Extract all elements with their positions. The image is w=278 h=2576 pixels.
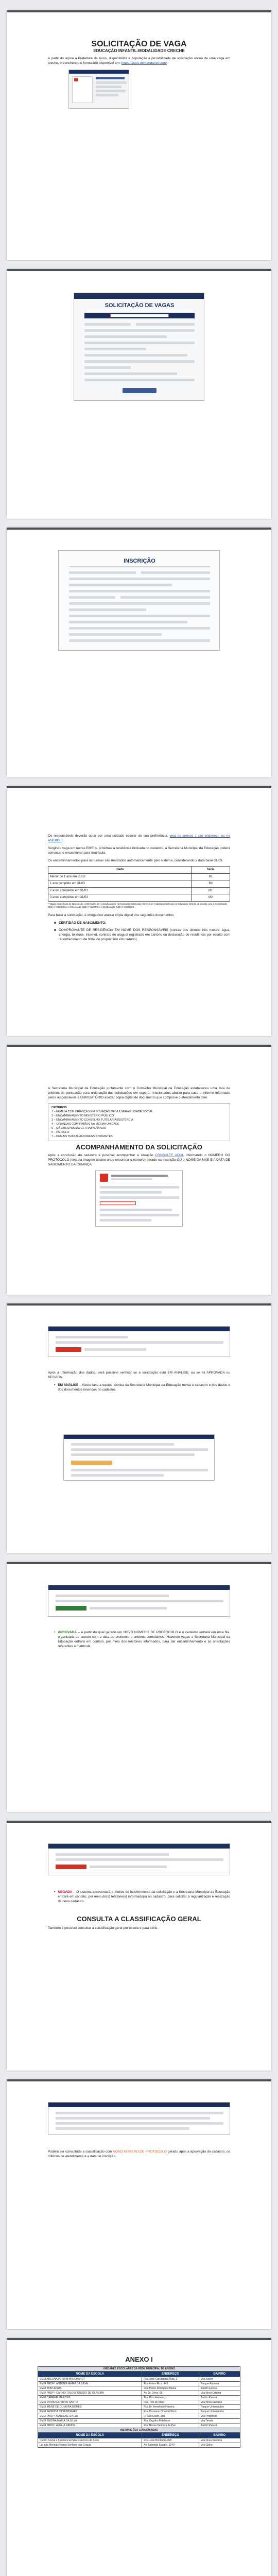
paragraph-preference: Os responsáveis deverão optar por uma unidade escolar de sua preferência, veja os anexos 1 (ao endereço, ou no ANEXO I).	[48, 834, 230, 842]
document-page-3	[7, 528, 271, 777]
paragraph-ranking: Também é possível consultar a classificação geral por escola e para série.	[48, 1926, 159, 1930]
screenshot-calendar	[68, 70, 129, 109]
section-title: ACOMPANHAMENTO DA SOLICITAÇÃO	[76, 1143, 202, 1151]
screenshot-approved-status	[48, 1585, 230, 1617]
document-page-9	[7, 2079, 271, 2329]
table-footnote: * Vagas específicas de tipo só são confirmadas em consulta online (período pós-matrícula). Deverá ser realizada matrícula na Educação Infantil, de acordo com a Deliberação CEE nº 189/2019 e a Resolução CNE nº 05/2009 e a Deliberação CEE nº 216/2023.	[48, 902, 228, 908]
table-header: BAIRRO	[199, 2433, 240, 2438]
list-item: • NEGADA – O sistema apresentará o motivo do indeferimento da solicitação e a Secretaria Municipal da Educação entrará em contato, por meio do(s) telefone(s) informado(s) no cadastro, para solicitar a regularização e realização de novo cadastro.	[54, 1890, 230, 1903]
list-item: 7 – DEMAIS TRABALHADORES/ESTUDANTES	[51, 1135, 113, 1138]
consult-here-link[interactable]: CONSULTE AQUI	[155, 1153, 183, 1157]
form-title: SOLICITAÇÃO DE VAGAS	[105, 302, 175, 309]
document-page-1	[7, 10, 271, 260]
table-row: Centro Social e Assistencial São Francisco de Assis Rua José Bonifácio, 820 Vila Nova Santana	[38, 2438, 240, 2443]
screenshot-ranking-list	[48, 2102, 230, 2135]
list-item: ■ CERTIDÃO DE NASCIMENTO;	[54, 921, 107, 925]
table-row: Lar das Meninas Nossa Senhora das Graças Av. Salomão Sauglio, 1140 Vila Glória	[38, 2443, 240, 2448]
form-title: INSCRIÇÃO	[124, 558, 155, 564]
table-header: ENDEREÇO	[142, 2433, 199, 2438]
document-page-2	[7, 269, 271, 519]
table-row: 2 anos completos em 31/03 M1	[48, 887, 230, 894]
table-row: EMEI PROFª. ADÉLIA RAMOS Rua Nossa Senhora da Paz Jardim Paraná	[38, 2424, 240, 2428]
list-item: 5 – MÃE/RESPONSÁVEL TRABALHANDO	[51, 1127, 107, 1130]
table-row: EMEI ADELINA PETRINI BRUCHARDT Rua José Carrascosa Ruiz, 1 Vila Xavier	[38, 2377, 240, 2382]
bullet-icon: •	[54, 1890, 56, 1894]
paragraph-status: Após a informação dos dados, será possível verificar se a solicitação está EM ANÁLISE, ou se foi APROVADA ou NEGADA.	[48, 1371, 230, 1379]
screenshot-analysis-status	[63, 1434, 215, 1481]
list-item: • EM ANÁLISE – Neste fase a equipe técnica da Secretaria Municipal da Educação revisa o cadastro e dos dados e dos documentos inseridos no cadastro.	[54, 1383, 230, 1392]
list-item: • APROVADA – A partir do qual gerado um NOVO NÚMERO DE PROTOCOLO e o cadastro entrará em uma fila, organizada de acordo com a data do protocolo e critérios cumulativos. Havendo vagas a Secretaria Municipal da Educação entrará em contato, por meio dos telefones informados, para dar encaminhamento e as orientações referentes a matrícula.	[54, 1631, 230, 1648]
bullet-icon: ■	[54, 928, 56, 932]
table-row: EMEI DIVINO ESPÍRITO SANTO Rua Três de Maio Vila Nova Santana	[38, 2400, 240, 2405]
criteria-list: CRITÉRIOS 1 – FAMÍLIA COM CRIANÇAS EM SITUAÇÃO DE VULNERABILIDADE SOCIAL 2 – ENCAMINHAMENTO MINISTÉRIO PÚBLICO 3 – ENCAMINHAMENTO CONSELHO TUTELAR/ASSISTÊNCIA 4 – CRIANÇAS COM IRMÃOS NA MESMA UNIDADE 5 – MÃE/RESPONSÁVEL TRABALHANDO 6 – PAI SOLO 7 – DEMAIS TRABALHADORES/ESTUDANTES	[48, 1103, 230, 1141]
bullet-icon: ■	[54, 921, 56, 925]
annex-link[interactable]: veja os anexos 1 (ao endereço, ou no ANEXO I	[48, 834, 230, 842]
schools-table	[38, 2366, 240, 2448]
screenshot-registration-form	[58, 550, 220, 651]
bullet-icon: •	[54, 1631, 56, 1634]
document-page-8	[7, 1821, 271, 2071]
table-row: EMEI PROFª. ANTONIA MARIA DA SILVA Rua Anisio Rizzi, 445 Parque Fabiana	[38, 2382, 240, 2386]
screenshot-denied-status	[48, 1843, 230, 1875]
table-row: Menor de 1 ano em 31/03 B1	[48, 873, 230, 880]
list-item: 4 – CRIANÇAS COM IRMÃOS NA MESMA UNIDADE	[51, 1123, 119, 1126]
paragraph-other-emei: Surgindo vaga em outras EMEI's, próximas a residência indicada no cadastro, a Secretaria Municipal da Educação poderá convocar o encaminhar para matrícula.	[48, 846, 230, 855]
document-page-10	[7, 2338, 271, 2576]
paragraph-protocol: Poderá ser consultada a classificação com NOVO NÚMERO DE PROTOCOLO gerado após a aprovação do cadastro, os critérios de atendimento e a data de inscrição.	[48, 2150, 230, 2158]
page-subtitle: EDUCAÇÃO INFANTIL-MODALIDADE CRECHE	[93, 48, 185, 53]
table-title: UNIDADES ESCOLARES DA REDE MUNICIPAL DE ENSINO	[38, 2367, 240, 2371]
table-row: 1 ano completo em 31/03 B2	[48, 880, 230, 888]
table-row: EMEI PROFª. CARMO TOLOSI TOLEDO DE OLIVEIRA Av. Dr. Dória, 85 Vila Nova Cristina	[38, 2391, 240, 2396]
paragraph-criteria: A Secretaria Municipal da Educação juntamente com o Conselho Municipal da Educação estabeleceu uma lista de critérios de pontuação para ordenação das solicitações em espera, relacionados abaixo para caso o informe informado pelos responsáveis e OBRIGATÓRIO anexar cópia digital de documento que comprove o atendimento dele.	[48, 1087, 230, 1099]
age-series-table	[48, 866, 230, 902]
annex-title: ANEXO I	[125, 2355, 153, 2363]
screenshot-consult-form	[48, 1326, 230, 1357]
screenshot-request-form	[74, 293, 204, 401]
paragraph-tracking: Após a conclusão do cadastro é possível acompanhar a situação CONSULTE AQUI, informando o NÚMERO DO PROTOCOLO (veja na imagem abaixo onde encontrar o número) gerado na inscrição OU o NOME DA MÃE E A DATA DE NASCIMENTO DA CRIANÇA.	[48, 1153, 230, 1166]
table-row: EMEI CARMEM MARTINS Rua Dom Antonio, 1 Jardim Paraná	[38, 2396, 240, 2400]
table-row: 3 anos completos em 31/03 M2	[48, 894, 230, 902]
table-header: NOME DA ESCOLA	[38, 2433, 142, 2438]
paragraph-docs: Para fazer a solicitação, é obrigatório anexar cópia digital dos seguintes documentos:	[48, 913, 175, 917]
bullet-icon: •	[54, 1383, 56, 1387]
document-page-4	[7, 786, 271, 1036]
paragraph-classes: Os encaminhamentos para as turmas são realizados automaticamente pelo sistema, considerando a data base 31/03.	[48, 859, 223, 862]
table-row: EMEI REGINA MARIA DA SILVA Rua Orgulho Fidelense Vila Tenete	[38, 2419, 240, 2424]
demandanet-link[interactable]: https://assis.demandanet.com/	[121, 61, 167, 65]
list-item: ■ COMPROVANTE DE RESIDÊNCIA EM NOME DOS RESPONSÁVEIS (contas dos últimos três meses: água, energia, telefone, internet, contrato de aluguel registrado em cartório ou declaração de residência por escrito com reconhecimento de firma do proprietário em cartório).	[54, 928, 230, 941]
table-row: EMEI IRENE DE OLIVEIRA GOMES Rua Dr. Armelindo Ferreira Parque Universitário	[38, 2405, 240, 2410]
document-page-7	[7, 1562, 271, 1812]
table-title: INSTITUIÇÕES CONVENIADAS	[38, 2428, 240, 2433]
table-header: Série	[192, 867, 230, 874]
table-header: BAIRRO	[199, 2371, 240, 2377]
table-header: Idade	[48, 867, 192, 874]
list-item: 1 – FAMÍLIA COM CRIANÇAS EM SITUAÇÃO DE VULNERABILIDADE SOCIAL	[51, 1110, 153, 1113]
table-header: ENDEREÇO	[142, 2371, 199, 2377]
page-title: SOLICITAÇÃO DE VAGA	[91, 40, 187, 48]
intro-paragraph: A partir do agora a Prefeitura de Assis, disponibiliza a população a possibilidade de solicitação online de uma vaga em creche, preenchendo o formulário disponível em: https://assis.demandanet.com/	[48, 57, 230, 65]
list-item: 6 – PAI SOLO	[51, 1131, 70, 1134]
screenshot-protocol-receipt	[95, 1170, 183, 1227]
document-page-6	[7, 1303, 271, 1553]
table-row: EMEI PATRÍCIA SILVA MORAES Rua Cassiano Orlando Pinto Parque Universitário	[38, 2410, 240, 2414]
list-item: 2 – ENCAMINHAMENTO MINISTÉRIO PÚBLICO	[51, 1114, 114, 1117]
table-header: NOME DA ESCOLA	[38, 2371, 142, 2377]
table-row: EMEI BOM JESUS Rua Pedro Rodrigues Muniz Jardim Europa	[38, 2386, 240, 2391]
document-page-5	[7, 1045, 271, 1295]
list-item: 3 – ENCAMINHAMENTO CONSELHO TUTELAR/ASSISTÊNCIA	[51, 1118, 133, 1122]
section-title: CONSULTA A CLASSIFICAÇÃO GERAL	[77, 1915, 201, 1923]
table-row: EMEI PROFª. MARLENE DA LUZ R. São Cristo, 280 Vila Progresso	[38, 2414, 240, 2419]
submit-button[interactable]	[123, 388, 157, 393]
